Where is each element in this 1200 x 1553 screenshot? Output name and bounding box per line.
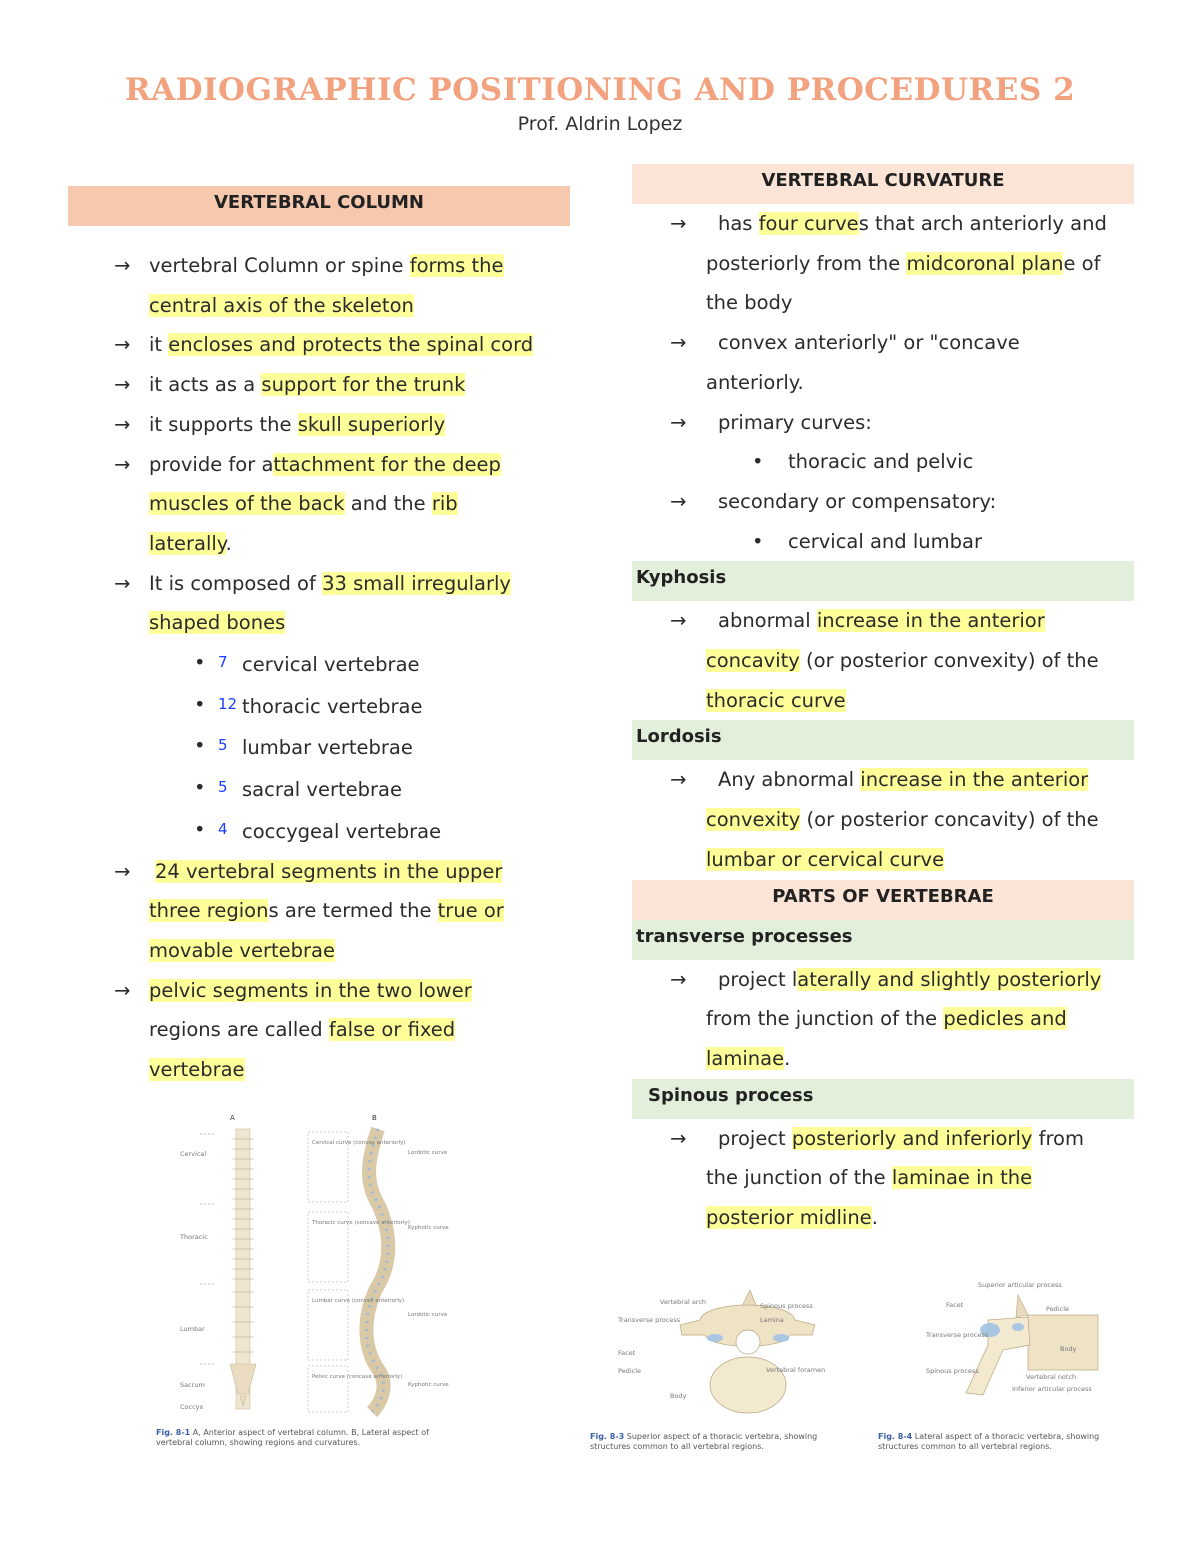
fig-label-lordotic: Lordotic curve <box>408 1312 448 1318</box>
fig-label-kyphotic: Kyphotic curve <box>408 1382 449 1388</box>
fig3-label-facet: Facet <box>618 1349 636 1357</box>
vertebra-count-item: • 12 thoracic vertebrae <box>68 685 570 727</box>
list-item-continuation: concavity (or posterior convexity) of the <box>706 649 1099 673</box>
fig4-label-transverse: Transverse process <box>926 1331 989 1339</box>
vertebra-count-item: • 7 cervical vertebrae <box>68 643 570 685</box>
list-item: → provide for attachment for the deep <box>68 445 570 485</box>
left-column <box>68 186 570 1090</box>
lateral-spine-drawing <box>308 1129 449 1412</box>
list-item: → vertebral Column or spine forms the <box>68 246 570 286</box>
list-item: → it acts as a support for the trunk <box>68 365 570 405</box>
fig-label-a: A <box>230 1114 235 1122</box>
arrow-bullet-icon: → <box>670 768 687 792</box>
vertebra-count-item: • 5 sacral vertebrae <box>68 768 570 810</box>
sub-list-item: • cervical and lumbar <box>632 522 1134 562</box>
list-item: → it supports the skull superiorly <box>68 405 570 445</box>
sub-list-item: • thoracic and pelvic <box>632 442 1134 482</box>
list-item: → it encloses and protects the spinal cord <box>68 325 570 365</box>
fig-label-b: B <box>372 1114 377 1122</box>
list-item: → abnormal increase in the anterior <box>632 601 1134 641</box>
vertebra-count-item: • 4 coccygeal vertebrae <box>68 810 570 852</box>
bullet-icon: • <box>194 817 206 841</box>
list-item-continuation: muscles of the back and the rib <box>149 492 458 516</box>
list-item: → convex anteriorly" or "concave <box>632 323 1134 363</box>
fig3-label-arch: Vertebral arch <box>660 1298 707 1306</box>
arrow-bullet-icon: → <box>114 859 131 883</box>
list-item-continuation: anteriorly. <box>706 370 804 394</box>
list-item-continuation: shaped bones <box>149 611 286 635</box>
vertebra-count: 5 <box>218 736 228 755</box>
fig-label-cervical: Cervical <box>180 1150 207 1158</box>
arrow-bullet-icon: → <box>114 254 131 277</box>
list-item-continuation: laterally. <box>149 531 232 555</box>
lateral-vertebra-illustration <box>878 1275 1148 1420</box>
fig-label-lumbar: Lumbar <box>180 1325 205 1333</box>
list-item: → primary curves: <box>632 403 1134 443</box>
fig3-label-foramen: Vertebral foramen <box>766 1366 826 1374</box>
fig-label-cervical-curve: Cervical curve (convex anteriorly) <box>312 1140 406 1146</box>
list-item-continuation: movable vertebrae <box>149 938 335 962</box>
section-header-spinous-process: Spinous process <box>632 1079 1134 1119</box>
bullet-icon: • <box>194 776 206 800</box>
vertebra-count: 12 <box>218 694 238 713</box>
document-subtitle: Prof. Aldrin Lopez <box>517 113 683 135</box>
list-item-continuation: three regions are termed the true or <box>149 899 504 923</box>
bullet-icon: • <box>752 529 764 553</box>
arrow-bullet-icon: → <box>670 212 687 235</box>
arrow-bullet-icon: → <box>114 333 131 357</box>
figure-caption: Fig. 8-4 Lateral aspect of a thoracic vertebra, showing structures common to all vertebral regions. <box>878 1432 1100 1451</box>
list-item-continuation: laminae. <box>706 1046 791 1070</box>
right-column <box>632 164 1134 1238</box>
fig4-label-body: Body <box>1060 1345 1077 1353</box>
section-header-transverse-processes: transverse processes <box>632 920 1134 960</box>
arrow-bullet-icon: → <box>670 967 687 991</box>
fig-label-kyphotic: Kyphotic curve <box>408 1225 449 1231</box>
figure-superior-vertebra <box>590 1280 860 1470</box>
arrow-bullet-icon: → <box>670 410 687 434</box>
vertebra-count: 7 <box>218 653 228 672</box>
fig-label-pelvic-curve: Pelvic curve (concave anteriorly) <box>312 1374 403 1380</box>
bullet-icon: • <box>194 651 206 675</box>
bullet-icon: • <box>752 450 764 474</box>
superior-vertebra-illustration <box>590 1280 860 1420</box>
arrow-bullet-icon: → <box>670 1126 687 1150</box>
document-title: RADIOGRAPHIC POSITIONING AND PROCEDURES 2 <box>124 72 1076 108</box>
figure-lateral-vertebra <box>878 1275 1148 1470</box>
vertebra-count: 5 <box>218 778 228 797</box>
list-item-continuation: vertebrae <box>149 1058 245 1082</box>
vertebra-count-item: • 5 lumbar vertebrae <box>68 726 570 768</box>
list-item: → 24 vertebral segments in the upper <box>68 852 570 892</box>
fig3-label-lamina: Lamina <box>760 1316 784 1324</box>
list-item: → It is composed of 33 small irregularly <box>68 564 570 604</box>
list-item: → project posteriorly and inferiorly from <box>632 1119 1134 1159</box>
list-item-continuation: lumbar or cervical curve <box>706 847 945 871</box>
vertebra-count: 4 <box>218 819 228 838</box>
list-item-continuation: the junction of the laminae in the <box>706 1166 1033 1190</box>
list-item-continuation: central axis of the skeleton <box>149 293 414 317</box>
figure-vertebral-column <box>140 1094 460 1454</box>
anterior-spine-drawing <box>200 1129 256 1409</box>
list-item-continuation: the body <box>706 291 793 315</box>
fig4-label-notch: Vertebral notch <box>1026 1373 1077 1381</box>
section-header-parts-of-vertebrae: PARTS OF VERTEBRAE <box>632 880 1134 920</box>
list-item: → project laterally and slightly posteriorly <box>632 960 1134 1000</box>
arrow-bullet-icon: → <box>114 978 131 1002</box>
list-item-continuation: convexity (or posterior concavity) of the <box>706 808 1099 832</box>
fig-label-lordotic: Lordotic curve <box>408 1150 448 1156</box>
list-item-continuation: thoracic curve <box>706 688 846 712</box>
fig-label-sacrum: Sacrum <box>180 1381 205 1389</box>
fig-label-lumbar-curve: Lumbar curve (convex anteriorly) <box>312 1298 405 1304</box>
list-item: → pelvic segments in the two lower <box>68 971 570 1011</box>
arrow-bullet-icon: → <box>114 373 131 397</box>
section-header-vertebral-column: VERTEBRAL COLUMN <box>68 186 570 226</box>
arrow-bullet-icon: → <box>114 452 131 476</box>
list-item: → secondary or compensatory: <box>632 482 1134 522</box>
fig4-label-facet: Facet <box>946 1301 964 1309</box>
list-item: → has four curves that arch anteriorly and <box>632 204 1134 244</box>
list-item-continuation: regions are called false or fixed <box>149 1018 456 1042</box>
arrow-bullet-icon: → <box>114 412 131 436</box>
arrow-bullet-icon: → <box>670 609 687 633</box>
list-item-continuation: posteriorly from the midcoronal plane of <box>706 251 1101 275</box>
arrow-bullet-icon: → <box>114 571 131 595</box>
figure-caption: Fig. 8-3 Superior aspect of a thoracic vertebra, showing structures common to all vertebral regions. <box>590 1432 818 1451</box>
vertebral-column-illustration <box>140 1094 460 1424</box>
fig4-label-sup: Superior articular process <box>978 1281 1062 1289</box>
fig-label-thoracic-curve: Thoracic curve (concave anteriorly) <box>312 1220 410 1226</box>
fig4-label-inferior: Inferior articular process <box>1012 1385 1092 1393</box>
fig3-label-spinous: Spinous process <box>760 1302 813 1310</box>
bullet-icon: • <box>194 734 206 758</box>
figure-caption: Fig. 8-1 A, Anterior aspect of vertebral column. B, Lateral aspect of vertebral column, showing regions and curvatures. <box>156 1428 429 1447</box>
list-item: → Any abnormal increase in the anterior <box>632 760 1134 800</box>
fig-label-coccyx: Coccyx <box>180 1403 204 1411</box>
arrow-bullet-icon: → <box>670 331 687 355</box>
fig4-label-pedicle: Pedicle <box>1046 1305 1069 1313</box>
bullet-icon: • <box>194 692 206 716</box>
list-item-continuation: posterior midline. <box>706 1206 878 1230</box>
section-header-vertebral-curvature: VERTEBRAL CURVATURE <box>632 164 1134 204</box>
fig3-label-pedicle: Pedicle <box>618 1367 641 1375</box>
section-header-lordosis: Lordosis <box>632 720 1134 760</box>
list-item-continuation: from the junction of the pedicles and <box>706 1007 1067 1031</box>
fig-label-thoracic: Thoracic <box>180 1233 208 1241</box>
fig3-label-transverse: Transverse process <box>618 1316 681 1324</box>
arrow-bullet-icon: → <box>670 489 687 513</box>
fig3-label-body: Body <box>670 1392 687 1400</box>
section-header-kyphosis: Kyphosis <box>632 561 1134 601</box>
fig4-label-spinous: Spinous process <box>926 1367 979 1375</box>
